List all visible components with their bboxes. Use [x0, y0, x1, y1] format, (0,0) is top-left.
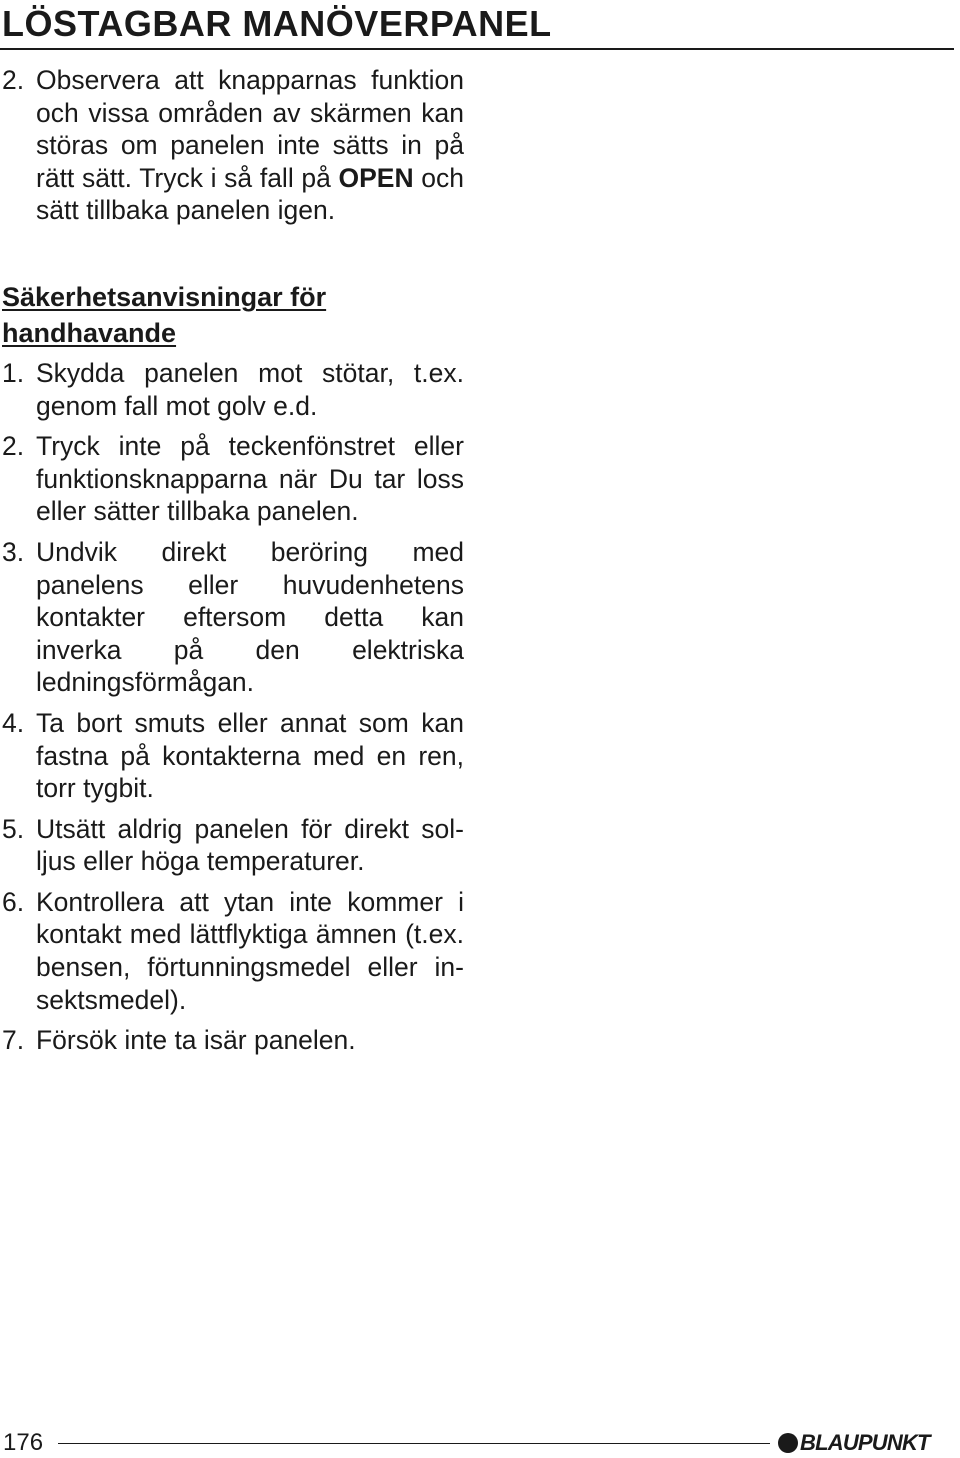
- list-item-text: Försök inte ta isär panelen.: [36, 1025, 356, 1056]
- list-item: [2, 813, 464, 878]
- list-item-number: 2.: [2, 431, 25, 462]
- list-item-number: 3.: [2, 536, 25, 567]
- intro-text-part-1: Observera att knapparnas funktion och vissa områden av skärmen kan störas om panelen inte sätts in på rätt sätt. Tryck i så fall på: [36, 65, 464, 193]
- brand-logo: [778, 1430, 930, 1456]
- list-item: [2, 357, 464, 422]
- brand-dot-icon: [778, 1433, 798, 1453]
- open-button-reference: OPEN: [338, 162, 414, 193]
- intro-text-part-2: och sätt tillbaka panelen igen.: [36, 162, 464, 226]
- list-item-text: Tryck inte på teckenfönstret eller funktionsknapparna när Du tar loss eller sätter tillbaka panelen.: [36, 431, 464, 527]
- list-item-number: 2.: [2, 65, 25, 95]
- list-item-number: 4.: [2, 707, 25, 738]
- list-item: [2, 536, 464, 699]
- list-item: [2, 430, 464, 528]
- list-item-text: Kontrollera att ytan inte kommer i kontakt med lättflyktiga ämnen (t.ex. bensen, förtunningsmedel eller insektsmedel).: [36, 886, 464, 1015]
- brand-name: BLAUPUNKT: [800, 1430, 930, 1455]
- list-item-text: Utsätt aldrig panelen för direkt solljus eller höga temperaturer.: [36, 813, 464, 877]
- list-item-number: 5.: [2, 813, 25, 844]
- list-item-number: 7.: [2, 1025, 25, 1056]
- list-item-number: 6.: [2, 886, 25, 917]
- page-number: 176: [3, 1429, 44, 1456]
- list-item-text: Ta bort smuts eller annat som kan fastna på kontakterna med en ren, torr tygbit.: [36, 707, 464, 804]
- list-item-text: Undvik direkt beröring med panelens eller huvudenhetens kontakter eftersom detta kan inverka på den elektriska ledningsförmågan.: [36, 536, 464, 698]
- list-item: [2, 707, 464, 805]
- list-item: [2, 886, 464, 1016]
- list-item-number: 1.: [2, 357, 25, 388]
- page-title: LÖSTAGBAR MANÖVERPANEL: [2, 3, 552, 44]
- footer-divider: [58, 1443, 770, 1444]
- list-item-text: Skydda panelen mot stötar, t.ex. genom fall mot golv e.d.: [36, 357, 464, 421]
- intro-list-item: [2, 64, 464, 227]
- section-heading: Säkerhetsanvisningar för handhavande: [2, 281, 327, 348]
- title-divider: [0, 48, 954, 50]
- list-item: [2, 1024, 464, 1057]
- document-body: [2, 64, 464, 1065]
